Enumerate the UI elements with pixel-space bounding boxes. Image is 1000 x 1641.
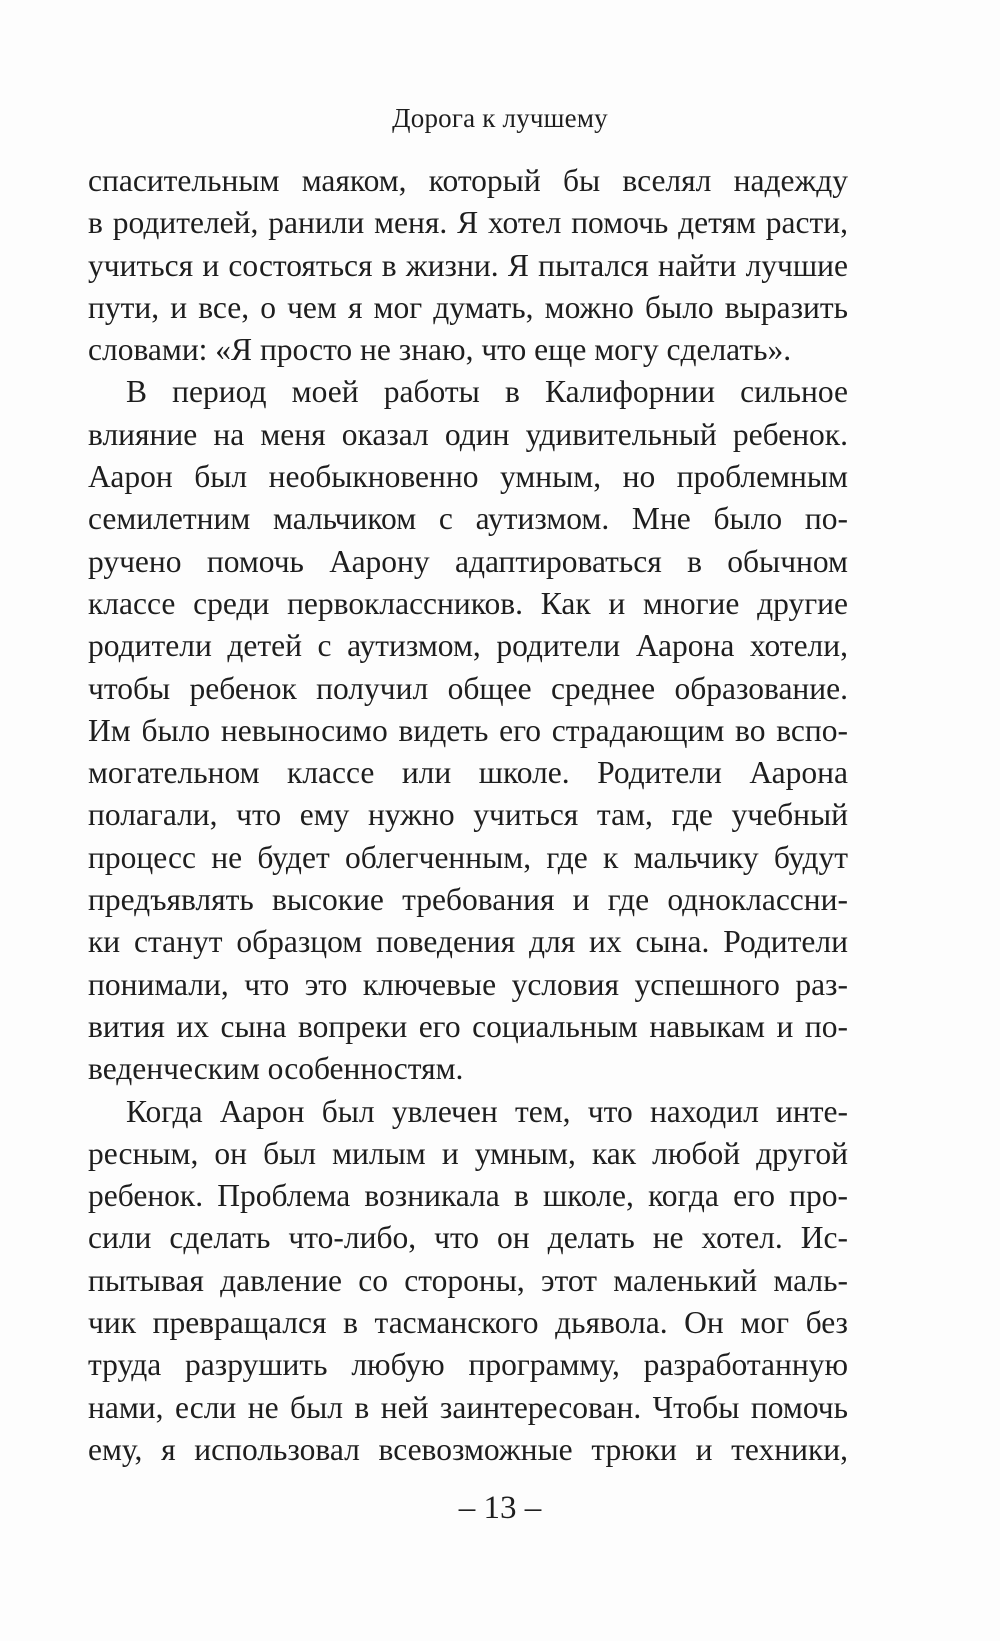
text-line: в родителей, ранили меня. Я хотел помочь детям расти, bbox=[88, 205, 848, 241]
text-line: понимали, что это ключевые условия успешного раз- bbox=[88, 966, 848, 1002]
text-line: ему, я использовал всевозможные трюки и техники, bbox=[88, 1431, 848, 1467]
text-line: сили сделать что-либо, что он делать не хотел. Ис- bbox=[88, 1220, 848, 1256]
text-line: ручено помочь Аарону адаптироваться в обычном bbox=[88, 543, 848, 579]
text-line: учиться и состояться в жизни. Я пытался найти лучшие bbox=[88, 247, 848, 283]
text-line: полагали, что ему нужно учиться там, где учебный bbox=[88, 797, 848, 833]
text-line: спасительным маяком, который бы вселял надежду bbox=[88, 163, 848, 198]
text-line: пытывая давление со стороны, этот маленький маль- bbox=[88, 1262, 848, 1298]
text-line: труда разрушить любую программу, разработанную bbox=[88, 1347, 848, 1383]
text-line: нами, если не был в ней заинтересован. Чтобы помочь bbox=[88, 1389, 848, 1425]
text-line: чтобы ребенок получил общее среднее образование. bbox=[88, 670, 848, 706]
text-line: Им было невыносимо видеть его страдающим во вспо- bbox=[88, 712, 848, 748]
text-line: предъявлять высокие требования и где одноклассни- bbox=[88, 882, 848, 918]
text-line: пути, и все, о чем я мог думать, можно было выразить bbox=[88, 289, 848, 325]
text-line: влияние на меня оказал один удивительный ребенок. bbox=[88, 416, 848, 452]
body-text bbox=[88, 160, 848, 1471]
page-number: – 13 – bbox=[458, 1490, 542, 1526]
running-header: Дорога к лучшему bbox=[392, 103, 608, 133]
text-line: ки станут образцом поведения для их сына. Родители bbox=[88, 924, 848, 960]
text-line: родители детей с аутизмом, родители Аарона хотели, bbox=[88, 628, 848, 664]
text-line: процесс не будет облегченным, где к мальчику будут bbox=[88, 839, 848, 875]
text-line: классе среди первоклассников. Как и многие другие bbox=[88, 585, 848, 621]
text-line: вития их сына вопреки его социальным навыкам и по- bbox=[88, 1008, 848, 1044]
text-line: веденческим особенностям. bbox=[88, 1051, 464, 1087]
text-line: словами: «Я просто не знаю, что еще могу сделать». bbox=[88, 332, 792, 368]
text-line: могательном классе или школе. Родители Аарона bbox=[88, 755, 848, 791]
text-line: В период моей работы в Калифорнии сильное bbox=[126, 374, 848, 410]
text-line: чик превращался в тасманского дьявола. Он мог без bbox=[88, 1305, 848, 1341]
text-line: Аарон был необыкновенно умным, но проблемным bbox=[88, 459, 848, 495]
text-line: ребенок. Проблема возникала в школе, когда его про- bbox=[88, 1178, 848, 1214]
text-line: ресным, он был милым и умным, как любой другой bbox=[88, 1135, 848, 1171]
text-line: семилетним мальчиком с аутизмом. Мне было по- bbox=[88, 501, 848, 537]
text-line: Когда Аарон был увлечен тем, что находил инте- bbox=[126, 1093, 848, 1129]
